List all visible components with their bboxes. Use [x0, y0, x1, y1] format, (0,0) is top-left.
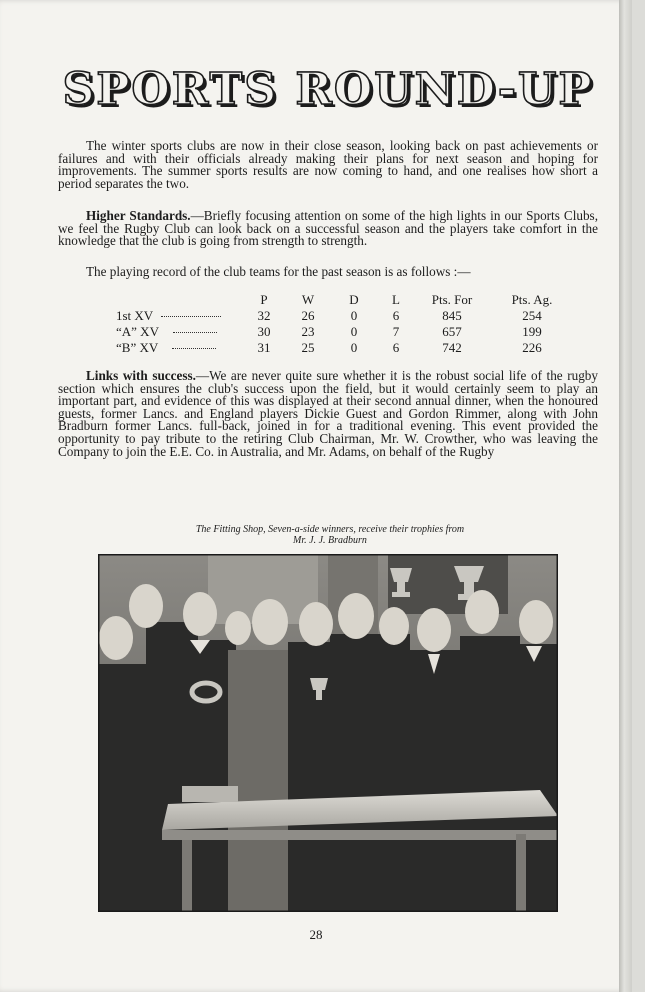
cell-pts-ag: 226	[522, 340, 542, 355]
team-name: “B” XV	[116, 340, 251, 356]
links-with-success-heading: Links with success.	[86, 368, 196, 383]
cell-p: 30	[257, 324, 271, 339]
cell-d: 0	[350, 324, 358, 339]
cell-w: 26	[301, 308, 315, 323]
header-w: W	[301, 292, 315, 307]
caption-line-2: Mr. J. J. Bradburn	[293, 535, 367, 546]
table-row	[116, 324, 576, 340]
page-number: 28	[309, 927, 323, 942]
cell-p: 31	[257, 340, 271, 355]
table-row	[116, 308, 576, 324]
cell-d: 0	[350, 308, 358, 323]
intro-paragraph: The winter sports clubs are now in their close season, looking back on past achievements or failures and with their officials already making their plans for next season and hoping for improvements. The summer sports results are now coming to hand, and one realises how short a period separates the two.	[58, 138, 598, 191]
photo-caption	[130, 524, 530, 546]
playing-record-intro: The playing record of the club teams for the past season is as follows :—	[86, 264, 471, 279]
cell-pts-ag: 254	[522, 308, 542, 323]
page-edge	[619, 0, 632, 992]
cell-pts-ag: 199	[522, 324, 542, 339]
playing-record-table	[116, 292, 576, 356]
cell-pts-for: 657	[442, 324, 462, 339]
caption-line-1: The Fitting Shop, Seven-a-side winners, receive their trophies from	[195, 524, 465, 535]
higher-standards-text: —Briefly focusing attention on some of the high lights in our Sports Clubs, we feel the Rugby Club can look back on a successful season and the players take comfort in the knowledge that the club is going from strength to strength.	[58, 208, 598, 249]
cell-pts-for: 845	[442, 308, 462, 323]
links-with-success-paragraph	[58, 370, 598, 458]
cell-w: 23	[301, 324, 315, 339]
team-name: 1st XV	[116, 308, 251, 324]
header-d: D	[349, 292, 359, 307]
cell-l: 6	[392, 340, 400, 355]
cell-l: 7	[392, 324, 400, 339]
team-name: “A” XV	[116, 324, 251, 340]
header-pts-ag: Pts. Ag.	[511, 292, 553, 307]
table-row	[116, 340, 576, 356]
cell-p: 32	[257, 308, 271, 323]
links-with-success-text: —We are never quite sure whether it is the robust social life of the rugby section which ensures the club's success upon the field, but it would certainly seem to play an important part, and evidence of this was displayed at their second annual dinner, when the honoured guests, former Lancs. and England players Dickie Guest and Gordon Rimmer, along with John Bradburn former Lancs. full-back, joined in for a traditional evening. This event provided the opportunity to pay tribute to the retiring Club Chairman, Mr. W. Crowther, who was leaving the Company to join the E.E. Co. in Australia, and Mr. Adams, on behalf of the Rugby	[58, 368, 598, 459]
team-photo	[98, 554, 558, 912]
cell-pts-for: 742	[442, 340, 462, 355]
page-title: SPORTS ROUND-UP	[62, 64, 594, 115]
cell-d: 0	[350, 340, 358, 355]
cell-l: 6	[392, 308, 400, 323]
header-p: P	[260, 292, 268, 307]
header-l: L	[392, 292, 400, 307]
higher-standards-paragraph	[58, 210, 598, 248]
cell-w: 25	[301, 340, 315, 355]
table-header-row	[116, 292, 576, 308]
higher-standards-heading: Higher Standards.	[86, 208, 191, 223]
header-pts-for: Pts. For	[431, 292, 473, 307]
